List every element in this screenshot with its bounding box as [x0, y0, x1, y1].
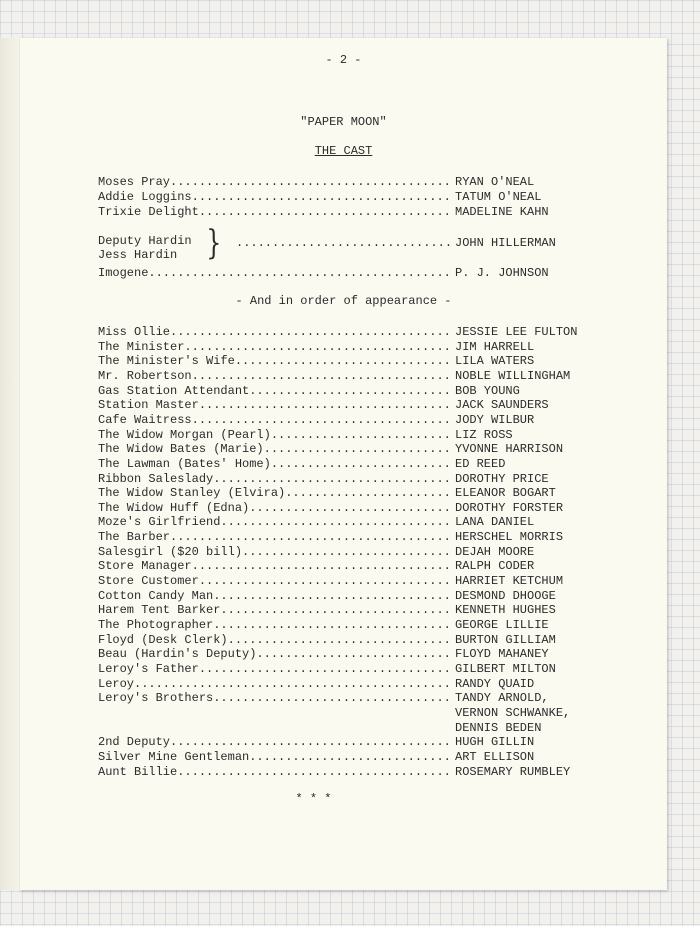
cast-actor: GEORGE LILLIE: [455, 618, 549, 632]
cast-actor: RANDY QUAID: [455, 676, 535, 691]
cast-role: Imogene..........................................: [98, 266, 451, 280]
cast-role: Addie Loggins....................................: [98, 190, 451, 204]
page-number: - 2 -: [325, 53, 362, 67]
cast-role: Store Customer...................................: [98, 574, 451, 589]
cast-role: Ribbon Saleslady.................................: [98, 471, 451, 486]
dual-role-leader: ..............................: [236, 236, 453, 250]
cast-actor: JODY WILBUR: [455, 412, 535, 427]
cast-role: Leroy's Father...................................: [98, 661, 451, 676]
dual-role-2: Jess Hardin: [98, 248, 178, 262]
cast-role: The Minister's Wife..............................: [98, 354, 451, 369]
cast-actor: GILBERT MILTON: [455, 661, 556, 676]
cast-actor: DOROTHY FORSTER: [455, 500, 564, 515]
cast-actor: HERSCHEL MORRIS: [455, 530, 564, 545]
cast-actor: DESMOND DHOOGE: [455, 588, 556, 603]
cast-role: Leroy............................................: [98, 676, 451, 691]
cast-actor: LILA WATERS: [455, 354, 535, 369]
document-title: "PAPER MOON": [300, 115, 387, 129]
cast-role: Salesgirl ($20 bill).............................: [98, 544, 451, 559]
cast-role: Trixie Delight...................................: [98, 205, 451, 219]
cast-actor: ELEANOR BOGART: [455, 486, 556, 501]
cast-role: The Widow Morgan (Pearl).........................: [98, 427, 451, 442]
cast-actor: TANDY ARNOLD,: [455, 691, 549, 706]
cast-role: Floyd (Desk Clerk)...............................: [98, 632, 451, 647]
cast-actor: VERNON SCHWANKE,: [455, 705, 571, 720]
cast-actor: ART ELLISON: [455, 749, 535, 764]
cast-actor: ROSEMARY RUMBLEY: [455, 764, 571, 779]
cast-role: Gas Station Attendant............................: [98, 383, 451, 398]
cast-actor: LIZ ROSS: [455, 427, 513, 442]
cast-role: Harem Tent Barker................................: [98, 603, 451, 618]
cast-actor: P. J. JOHNSON: [455, 266, 549, 280]
cast-role: The Widow Huff (Edna)............................: [98, 500, 451, 515]
cast-role: Moses Pray.......................................: [98, 175, 451, 189]
cast-actor: DENNIS BEDEN: [455, 720, 542, 735]
cast-role: 2nd Deputy.......................................: [98, 735, 451, 750]
cast-actor: JACK SAUNDERS: [455, 398, 549, 413]
cast-role: The Widow Stanley (Elvira).......................: [98, 486, 451, 501]
cast-actor: DEJAH MOORE: [455, 544, 535, 559]
cast-actor: HUGH GILLIN: [455, 735, 535, 750]
cast-role: Station Master...................................: [98, 398, 451, 413]
cast-actor: MADELINE KAHN: [455, 205, 549, 219]
cast-role: Store Manager....................................: [98, 559, 451, 574]
cast-actor: BOB YOUNG: [455, 383, 520, 398]
cast-heading: THE CAST: [314, 144, 373, 158]
end-mark: * * *: [295, 792, 332, 806]
cast-actor: YVONNE HARRISON: [455, 442, 564, 457]
cast-actor: NOBLE WILLINGHAM: [455, 368, 571, 383]
cast-role: The Photographer.................................: [98, 618, 451, 632]
section-heading: - And in order of appearance -: [235, 294, 452, 308]
cast-actor: BURTON GILLIAM: [455, 632, 556, 647]
cast-actor: RALPH CODER: [455, 559, 535, 574]
document-page: [20, 38, 667, 890]
cast-role: Moze's Girlfriend................................: [98, 515, 451, 530]
cast-actor: JIM HARRELL: [455, 339, 535, 354]
cast-role: Leroy's Brothers.................................: [98, 691, 451, 706]
cast-actor: DOROTHY PRICE: [455, 471, 549, 486]
cast-role: Silver Mine Gentleman............................: [98, 749, 451, 764]
cast-actor: TATUM O'NEAL: [455, 190, 542, 204]
cast-actor: LANA DANIEL: [455, 515, 535, 530]
cast-actor: HARRIET KETCHUM: [455, 574, 564, 589]
cast-role: Aunt Billie......................................: [98, 764, 451, 779]
cast-role: Beau (Hardin's Deputy)...........................: [98, 647, 451, 662]
cast-actor: ED REED: [455, 456, 506, 471]
cast-role: The Widow Bates (Marie)..........................: [98, 442, 451, 457]
page-edge: [0, 38, 21, 890]
cast-actor: FLOYD MAHANEY: [455, 647, 549, 662]
cast-role: The Barber.......................................: [98, 530, 451, 545]
dual-role-1: Deputy Hardin: [98, 234, 192, 248]
cast-role: Miss Ollie.......................................: [98, 325, 451, 339]
cast-role: Cotton Candy Man.................................: [98, 588, 451, 603]
cast-role: Cafe Waitress....................................: [98, 412, 451, 427]
cast-role: The Lawman (Bates' Home).........................: [98, 456, 451, 471]
cast-actor: JOHN HILLERMAN: [455, 236, 556, 250]
cast-actor: KENNETH HUGHES: [455, 603, 556, 618]
cast-role: Mr. Robertson....................................: [98, 368, 451, 383]
brace-icon: }: [206, 223, 222, 263]
cast-role: The Minister.....................................: [98, 339, 451, 354]
cast-actor: RYAN O'NEAL: [455, 175, 535, 189]
cast-actor: JESSIE LEE FULTON: [455, 325, 578, 339]
